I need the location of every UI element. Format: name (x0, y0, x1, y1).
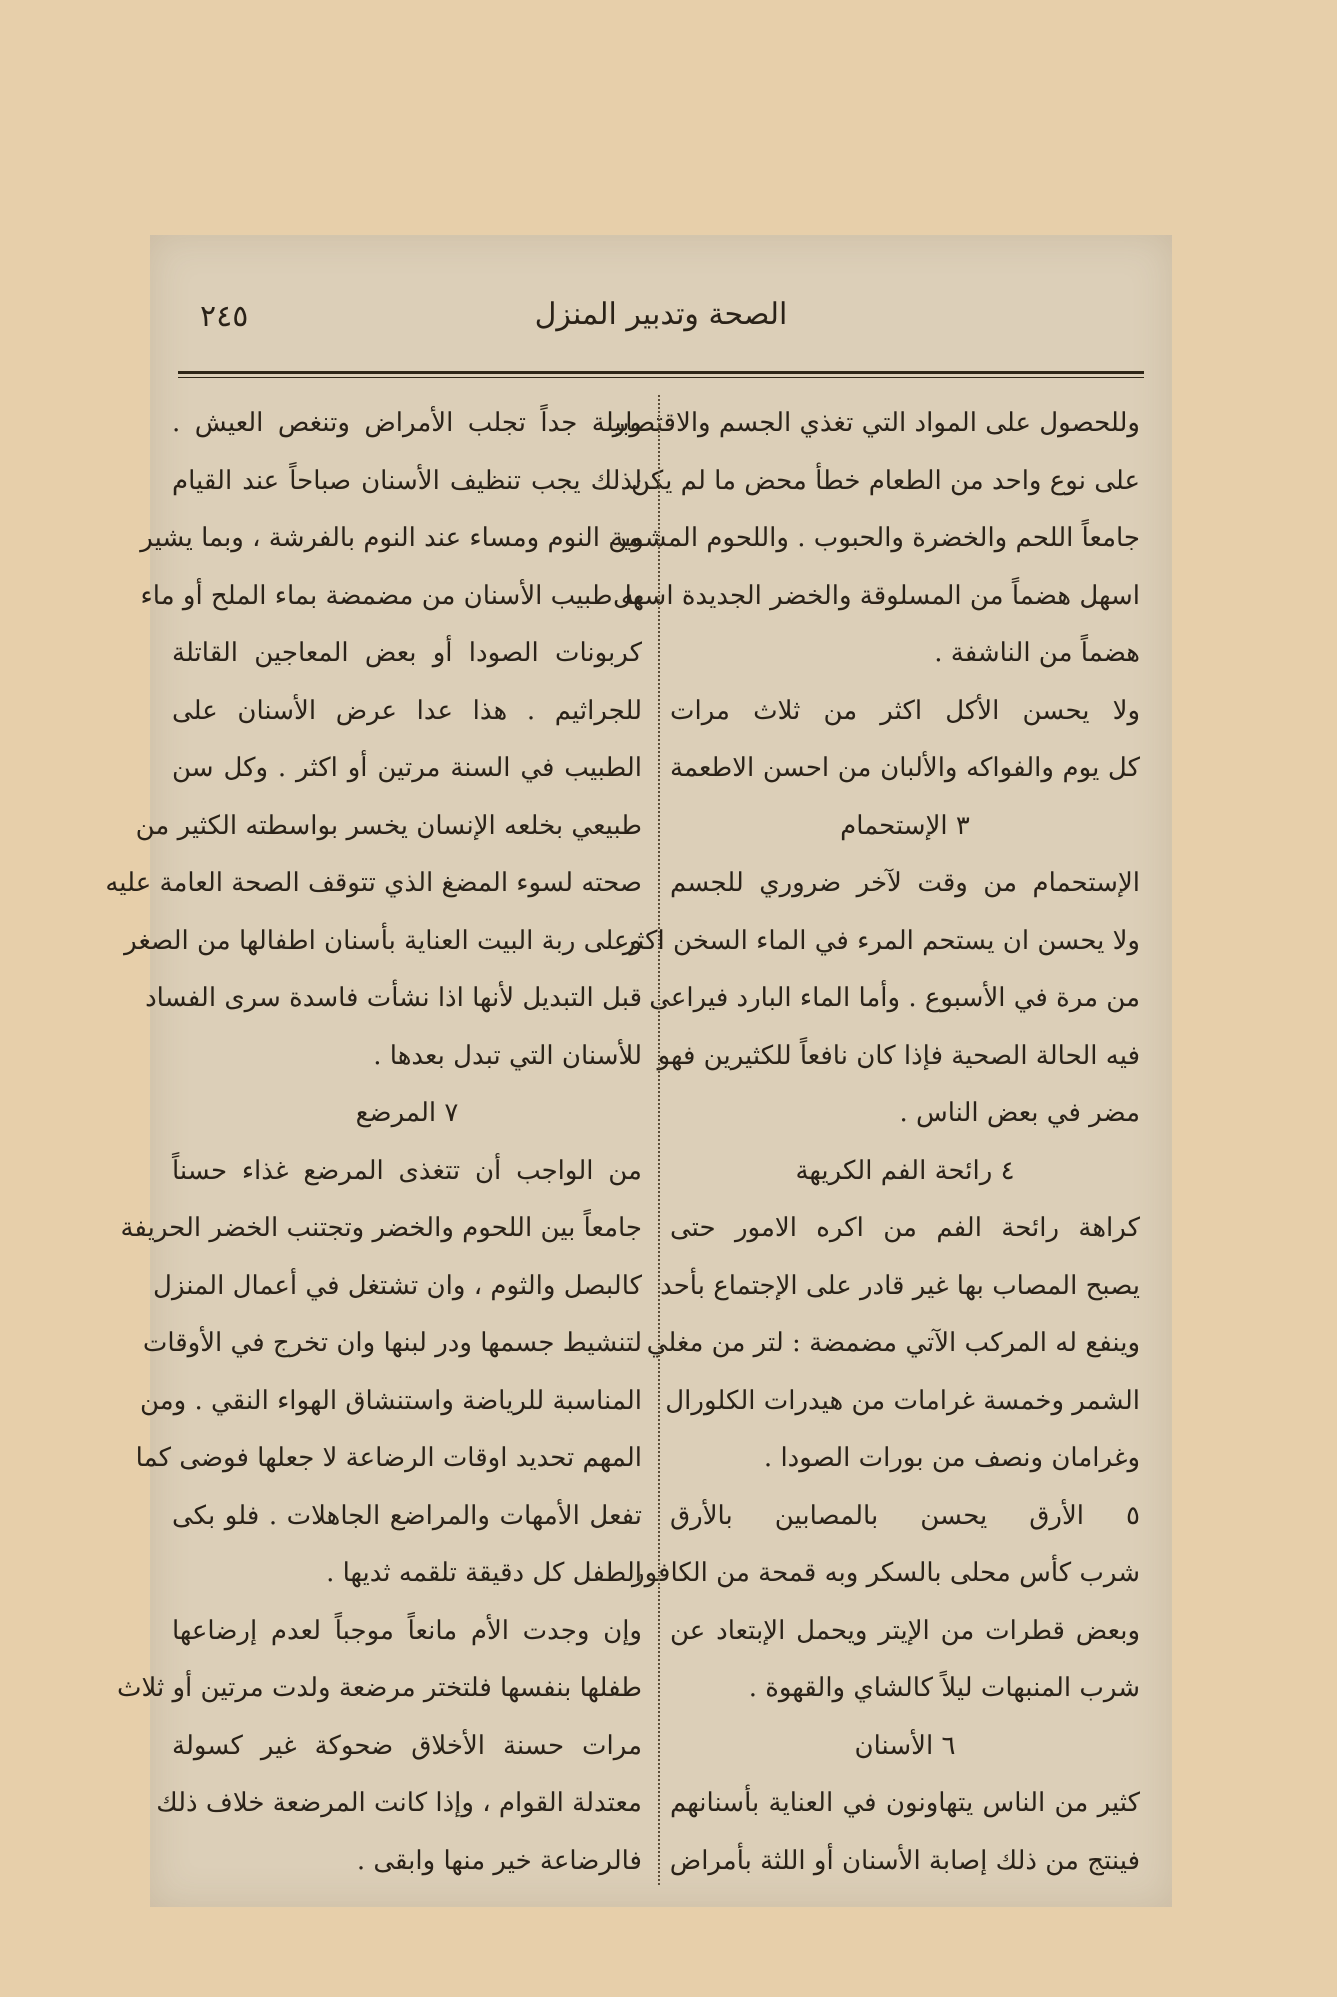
text-line: للجراثيم . هذا عدا عرض الأسنان على (172, 695, 642, 726)
text-line: من الواجب أن تتغذى المرضع غذاء حسناً (172, 1155, 642, 1186)
text-line: كثير من الناس يتهاونون في العناية بأسنانهم (670, 1788, 1140, 1818)
text-line: جامعاً بين اللحوم والخضر وتجتنب الخضر الحريفة (120, 1213, 642, 1243)
section-heading: ٧ المرضع (355, 1098, 459, 1128)
text-line: طفلها بنفسها فلتختر مرضعة ولدت مرتين أو ثلاث (117, 1673, 642, 1703)
right-column (610, 395, 1140, 1890)
text-line: مضر في بعض الناس . (899, 1098, 1140, 1128)
text-line: من النوم ومساء عند النوم بالفرشة ، وبما يشير (140, 523, 642, 553)
text-line: معتدلة القوام ، وإذا كانت المرضعة خلاف ذلك (156, 1788, 642, 1818)
text-line: وعلى ربة البيت العناية بأسنان اطفالها من الصغر (124, 925, 642, 956)
text-line: صحته لسوء المضغ الذي تتوقف الصحة العامة عليه (105, 868, 642, 898)
text-line: كالبصل والثوم ، وان تشتغل في أعمال المنزل (153, 1270, 642, 1301)
book-page (105, 235, 1172, 1907)
text-line: للأسنان التي تبدل بعدها . (373, 1040, 642, 1071)
text-line: قبل التبديل لأنها اذا نشأت فاسدة سرى الفساد (145, 983, 642, 1013)
text-line: كربونات الصودا أو بعض المعاجين القاتلة (172, 638, 642, 668)
text-line: المهم تحديد اوقات الرضاعة لا جعلها فوضى كما (135, 1443, 642, 1473)
text-line: شرب المنبهات ليلاً كالشاي والقهوة . (748, 1673, 1140, 1703)
column-divider (658, 395, 660, 1885)
text-line: يصبح المصاب بها غير قادر على الإجتماع بأحد (660, 1270, 1140, 1301)
text-line: وبيلة جداً تجلب الأمراض وتنغص العيش . (172, 408, 642, 438)
text-line: من مرة في الأسبوع . وأما الماء البارد فيراعى (649, 983, 1140, 1013)
text-line: به طبيب الأسنان من مضمضة بماء الملح أو ماء (140, 580, 642, 611)
text-line: مرات حسنة الأخلاق ضحوكة غير كسولة (172, 1730, 642, 1761)
text-line: الإستحمام من وقت لآخر ضروري للجسم (670, 868, 1140, 898)
text-line: هضماً من الناشفة . (934, 638, 1140, 668)
text-line: المناسبة للرياضة واستنشاق الهواء النقي . ومن (139, 1385, 642, 1416)
section-heading: ٣ الإستحمام (840, 810, 970, 841)
header-rule (178, 371, 1144, 378)
text-line: كراهة رائحة الفم من اكره الامور حتى (670, 1213, 1140, 1243)
text-line: اسهل هضماً من المسلوقة والخضر الجديدة اسهل (612, 580, 1140, 611)
text-line: فينتج من ذلك إصابة الأسنان أو اللثة بأمراض (669, 1845, 1140, 1876)
text-line: وللحصول على المواد التي تغذي الجسم والاقتصار (612, 408, 1140, 438)
page-header (150, 297, 1172, 347)
text-line: الطبيب في السنة مرتين أو اكثر . وكل سن (172, 753, 642, 783)
text-line: تفعل الأمهات والمراضع الجاهلات . فلو بكى (172, 1500, 642, 1531)
text-line: لذلك يجب تنظيف الأسنان صباحاً عند القيام (172, 465, 642, 496)
text-line: وإن وجدت الأم مانعاً موجباً لعدم إرضاعها (172, 1615, 642, 1646)
text-line: فيه الحالة الصحية فإذا كان نافعاً للكثيرين فهو (657, 1040, 1140, 1071)
page-number: ٢٤٥ (200, 299, 249, 334)
left-column (105, 395, 642, 1890)
text-line: ٥ الأرق يحسن بالمصابين بالأرق (670, 1500, 1140, 1531)
text-line: ولا يحسن ان يستحم المرء في الماء السخن اكثر (622, 925, 1140, 956)
section-heading: ٦ الأسنان (854, 1730, 956, 1761)
text-line: جامعاً اللحم والخضرة والحبوب . واللحوم المشوية (610, 523, 1140, 553)
text-line: ولا يحسن الأكل اكثر من ثلاث مرات (670, 695, 1140, 726)
text-line: وينفع له المركب الآتي مضمضة : لتر من مغلي (646, 1328, 1140, 1358)
running-title: الصحة وتدبير المنزل (534, 297, 788, 332)
section-heading: ٤ رائحة الفم الكريهة (795, 1155, 1015, 1186)
text-line: الشمر وخمسة غرامات من هيدرات الكلورال (665, 1385, 1140, 1416)
text-line: على نوع واحد من الطعام خطأ محض ما لم يكن (631, 465, 1140, 496)
text-line: وبعض قطرات من الإيتر ويحمل الإبتعاد عن (670, 1615, 1140, 1646)
text-line: طبيعي بخلعه الإنسان يخسر بواسطته الكثير من (135, 810, 642, 841)
text-line: كل يوم والفواكه والألبان من احسن الاطعمة (670, 753, 1140, 783)
text-line: لتنشيط جسمها ودر لبنها وان تخرج في الأوقات (142, 1328, 642, 1358)
text-line: وغرامان ونصف من بورات الصودا . (763, 1443, 1140, 1473)
text-line: فالرضاعة خير منها وابقى . (356, 1845, 642, 1876)
text-line: شرب كأس محلى بالسكر وبه قمحة من الكافور (632, 1558, 1140, 1588)
text-line: الطفل كل دقيقة تلقمه ثديها . (326, 1558, 642, 1588)
